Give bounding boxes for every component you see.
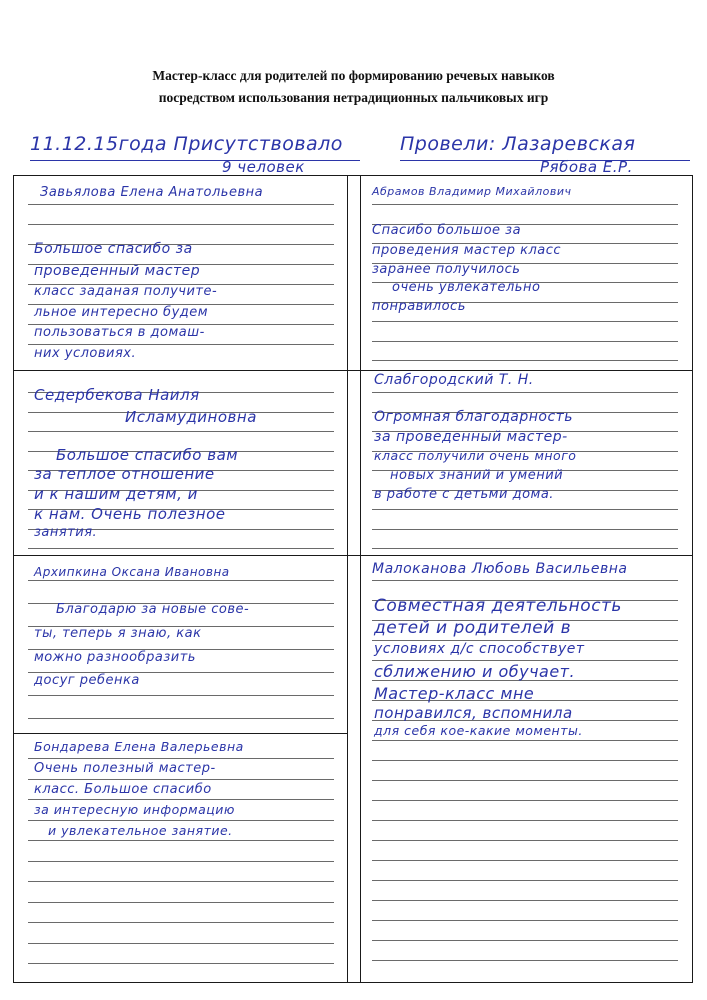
ruled-line bbox=[28, 922, 334, 923]
entry-comment-line: условиях д/с способствует bbox=[374, 641, 585, 657]
ruled-line bbox=[372, 920, 678, 921]
ruled-line bbox=[28, 840, 334, 841]
ruled-line bbox=[28, 580, 334, 581]
date-attendance: 11.12.15года Присутствовало bbox=[30, 133, 343, 155]
entry-comment-line: сближению и обучает. bbox=[374, 662, 576, 681]
ruled-line bbox=[372, 940, 678, 941]
ruled-line bbox=[28, 548, 334, 549]
ruled-line bbox=[372, 529, 678, 530]
ruled-line bbox=[28, 779, 334, 780]
column-divider bbox=[347, 175, 348, 983]
entry-comment-line: за теплое отношение bbox=[34, 465, 215, 483]
entry-author-name: Бондарева Елена Валерьевна bbox=[34, 739, 244, 754]
ruled-line bbox=[28, 902, 334, 903]
ruled-line bbox=[28, 943, 334, 944]
entry-comment-line: к нам. Очень полезное bbox=[34, 505, 226, 523]
entry-comment-line: очень увлекательно bbox=[392, 280, 541, 295]
row-divider bbox=[13, 555, 693, 556]
entry-comment-line: класс получили очень много bbox=[374, 448, 577, 463]
entry-comment-line: Большое спасибо за bbox=[34, 241, 193, 257]
ruled-line bbox=[372, 780, 678, 781]
ruled-line bbox=[372, 509, 678, 510]
entry-comment-line: занятия. bbox=[34, 525, 98, 540]
ruled-line bbox=[28, 881, 334, 882]
ruled-line bbox=[372, 760, 678, 761]
entry-author-name: Малоканова Любовь Васильевна bbox=[372, 561, 628, 577]
ruled-line bbox=[28, 344, 334, 345]
entry-comment-line: и увлекательное занятие. bbox=[48, 823, 233, 838]
ruled-line bbox=[372, 360, 678, 361]
ruled-line bbox=[372, 880, 678, 881]
entry-comment-line: можно разнообразить bbox=[34, 650, 196, 665]
entry-comment-line: Совместная деятельность bbox=[374, 596, 622, 616]
entry-comment-line: досуг ребенка bbox=[34, 673, 140, 688]
entry-comment-line: Мастер-класс мне bbox=[374, 684, 535, 703]
entry-comment-line: класс. Большое спасибо bbox=[34, 782, 212, 797]
conducted-by-second: Рябова Е.Р. bbox=[540, 158, 633, 176]
ruled-line bbox=[28, 963, 334, 964]
ruled-line bbox=[372, 548, 678, 549]
ruled-line bbox=[28, 204, 334, 205]
entry-comment-line: и к нашим детям, и bbox=[34, 485, 198, 503]
row-divider bbox=[13, 733, 348, 734]
entry-author-name: Архипкина Оксана Ивановна bbox=[34, 565, 230, 579]
entry-comment-line: Очень полезный мастер- bbox=[34, 761, 216, 776]
ruled-line bbox=[28, 758, 334, 759]
column-divider bbox=[360, 175, 361, 983]
entry-comment-line: детей и родителей в bbox=[374, 618, 572, 638]
entry-author-name-continued: Исламудиновна bbox=[125, 408, 257, 426]
ruled-line bbox=[372, 660, 678, 661]
document-title-line-1: Мастер-класс для родителей по формированию речевых навыков bbox=[152, 68, 555, 83]
entry-comment-line: для себя кое-какие моменты. bbox=[374, 723, 583, 738]
entry-comment-line: Спасибо большое за bbox=[372, 223, 522, 238]
entry-author-name: Слабгородский Т. Н. bbox=[374, 372, 534, 388]
ruled-line bbox=[372, 392, 678, 393]
ruled-line bbox=[372, 341, 678, 342]
entry-comment-line: за интересную информацию bbox=[34, 802, 235, 817]
conducted-by: Провели: Лазаревская bbox=[400, 133, 636, 155]
entry-comment-line: проведения мастер класс bbox=[372, 243, 562, 258]
ruled-line bbox=[372, 321, 678, 322]
entry-comment-line: Большое спасибо вам bbox=[56, 446, 239, 464]
attendee-count: 9 человек bbox=[222, 158, 305, 176]
document-title-line-2: посредством использования нетрадиционных пальчиковых игр bbox=[158, 90, 549, 105]
entry-comment-line: них условиях. bbox=[34, 346, 137, 361]
ruled-line bbox=[372, 900, 678, 901]
ruled-line bbox=[28, 224, 334, 225]
ruled-line bbox=[372, 840, 678, 841]
ruled-line bbox=[28, 718, 334, 719]
ruled-line bbox=[28, 431, 334, 432]
row-divider bbox=[13, 370, 693, 371]
ruled-line bbox=[372, 740, 678, 741]
entry-comment-line: Огромная благодарность bbox=[374, 409, 574, 425]
entry-comment-line: льное интересно будем bbox=[34, 305, 209, 320]
entry-comment-line: в работе с детьми дома. bbox=[374, 487, 554, 502]
entry-comment-line: понравился, вспомнила bbox=[374, 704, 573, 722]
ruled-line bbox=[28, 861, 334, 862]
entry-author-name: Седербекова Наиля bbox=[34, 386, 200, 404]
entry-author-name: Завьялова Елена Анатольевна bbox=[40, 185, 264, 200]
ruled-line bbox=[372, 860, 678, 861]
entry-comment-line: заранее получилось bbox=[372, 262, 521, 277]
ruled-line bbox=[28, 799, 334, 800]
ruled-line bbox=[372, 580, 678, 581]
ruled-line bbox=[372, 204, 678, 205]
ruled-line bbox=[28, 695, 334, 696]
entry-comment-line: понравилось bbox=[372, 299, 466, 314]
entry-comment-line: новых знаний и умений bbox=[390, 468, 564, 483]
ruled-line bbox=[28, 820, 334, 821]
entry-author-name: Абрамов Владимир Михайлович bbox=[372, 185, 572, 198]
ruled-line bbox=[372, 960, 678, 961]
ruled-line bbox=[372, 800, 678, 801]
entry-comment-line: пользоваться в домаш- bbox=[34, 325, 205, 340]
header-underline bbox=[30, 160, 360, 161]
entry-comment-line: проведенный мастер bbox=[34, 263, 201, 279]
ruled-line bbox=[372, 820, 678, 821]
entry-comment-line: за проведенный мастер- bbox=[374, 429, 568, 445]
entry-comment-line: класс заданая получите- bbox=[34, 284, 218, 299]
entry-comment-line: ты, теперь я знаю, как bbox=[34, 626, 202, 641]
entry-comment-line: Благодарю за новые сове- bbox=[56, 602, 250, 617]
